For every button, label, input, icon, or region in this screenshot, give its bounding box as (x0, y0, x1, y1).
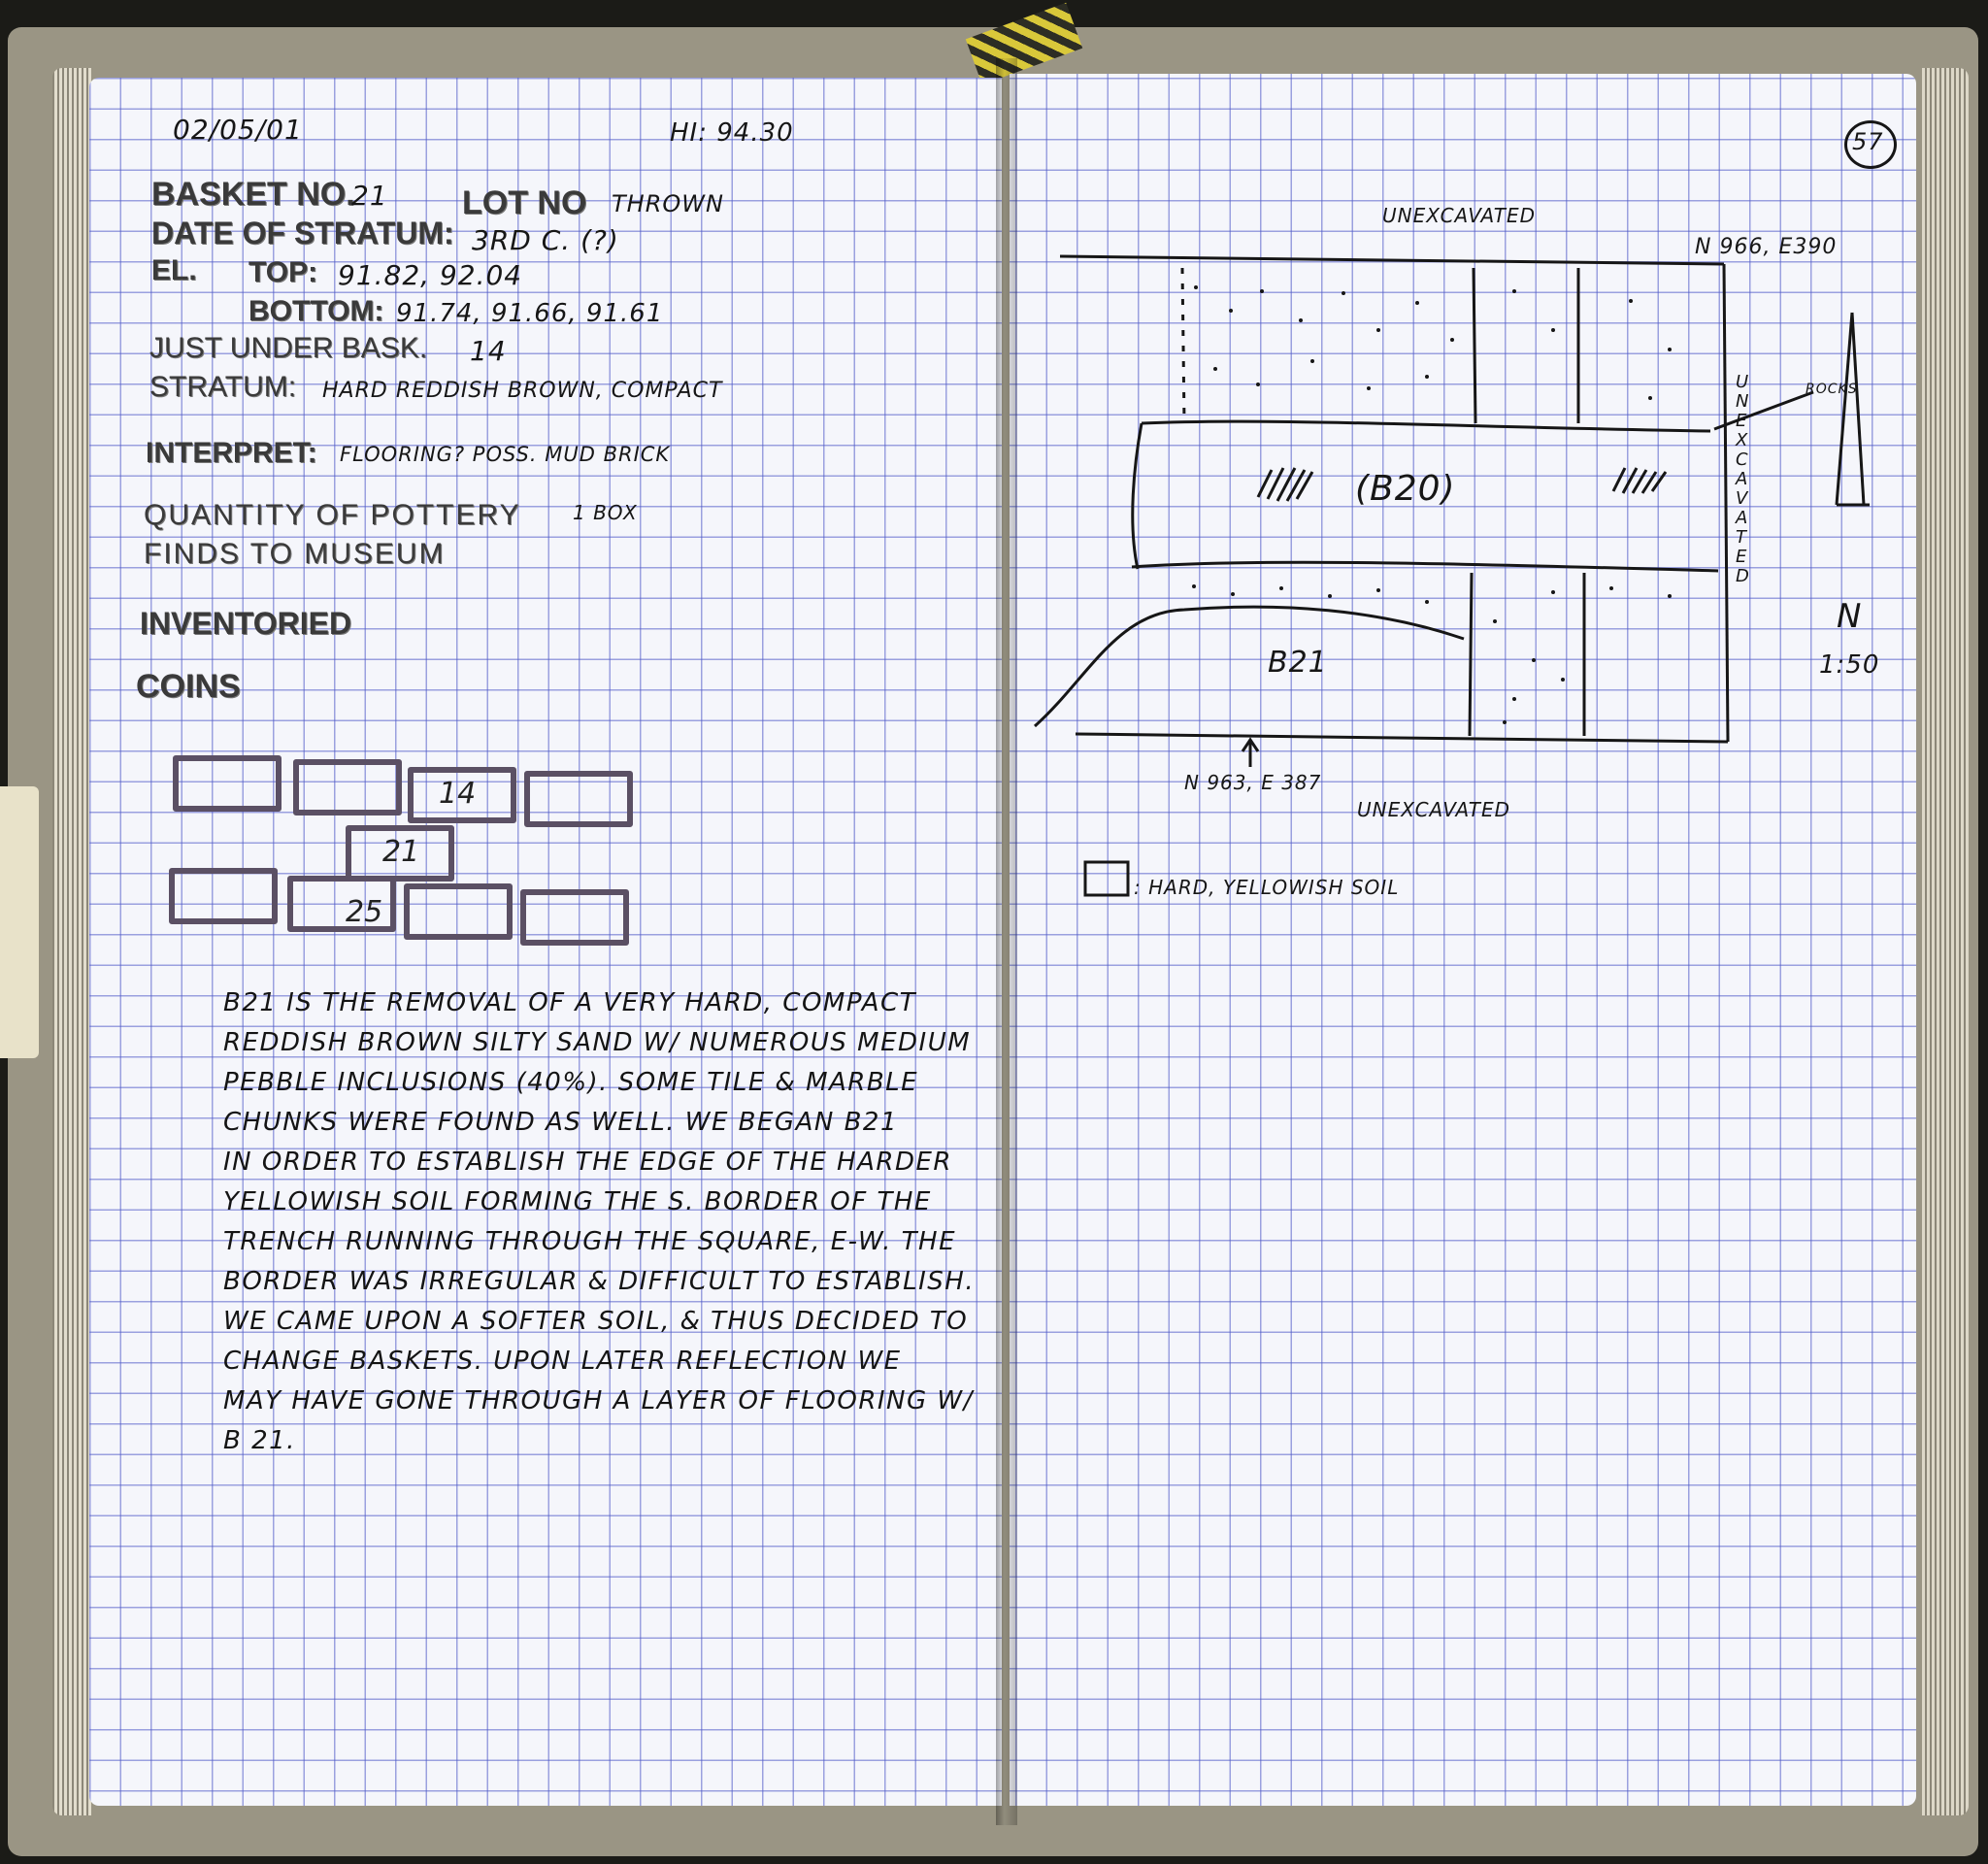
interpret-label: INTERPRET: (146, 437, 317, 469)
just-under-label: JUST UNDER BASK. (149, 332, 428, 364)
side-letter: A (1736, 469, 1749, 489)
side-letter: D (1736, 566, 1750, 586)
quantity-value: 1 BOX (573, 501, 638, 524)
notes-line: MAY HAVE GONE THROUGH A LAYER OF FLOORING W/ (223, 1386, 974, 1415)
coins-label: COINS (136, 668, 241, 705)
unexcavated-top-label: UNEXCAVATED (1382, 204, 1537, 227)
stamp-box-number: 21 (382, 835, 420, 869)
b21-edge (1035, 607, 1464, 726)
finds-label: FINDS TO MUSEUM (144, 538, 446, 570)
notes-line: REDDISH BROWN SILTY SAND W/ NUMEROUS MEDIUM (223, 1028, 972, 1057)
b21-label: B21 (1268, 646, 1328, 680)
unexcavated-bottom-label: UNEXCAVATED (1357, 798, 1511, 821)
top-value: 91.82, 92.04 (338, 259, 523, 291)
legend-text: : HARD, YELLOWISH SOIL (1134, 876, 1400, 899)
basket-value: 21 (351, 180, 388, 212)
entry-date: 02/05/01 (173, 114, 303, 146)
sketch-bottom-edge (1076, 734, 1728, 742)
just-under-value: 14 (470, 335, 507, 367)
notes-line: PEBBLE INCLUSIONS (40%). SOME TILE & MARBLE (223, 1068, 919, 1097)
side-letter: C (1736, 449, 1749, 470)
north-label: N (1837, 597, 1863, 636)
bottom-label: BOTTOM: (248, 295, 384, 327)
notes-line: BORDER WAS IRREGULAR & DIFFICULT TO ESTABLISH. (223, 1267, 976, 1296)
stamp-box-number: 25 (346, 895, 383, 929)
notes-line: B21 IS THE REMOVAL OF A VERY HARD, COMPACT (223, 988, 917, 1017)
b20-bottom-edge (1132, 562, 1718, 571)
notes-line: YELLOWISH SOIL FORMING THE S. BORDER OF THE (223, 1187, 932, 1216)
date-of-stratum-value: 3RD C. (?) (472, 224, 619, 256)
elevation-label: EL. (151, 254, 197, 286)
scale-label: 1:50 (1819, 650, 1880, 680)
notes-line: B 21. (223, 1426, 296, 1455)
side-letter: T (1736, 527, 1747, 548)
notes-line: IN ORDER TO ESTABLISH THE EDGE OF THE HARDER (223, 1148, 952, 1177)
side-letter: E (1736, 411, 1748, 431)
height-instrument: HI: 94.30 (670, 118, 794, 148)
coordinate-sw: N 963, E 387 (1184, 771, 1322, 794)
lot-label: LOT NO (462, 184, 587, 221)
top-label: TOP: (248, 256, 318, 288)
side-letter: U (1736, 372, 1750, 392)
page-number: 57 (1852, 128, 1884, 155)
sketch-top-edge (1060, 256, 1724, 264)
unexcavated-side-label (1736, 373, 1759, 586)
basket-label: BASKET NO. (151, 176, 355, 213)
notes-line: WE CAME UPON A SOFTER SOIL, & THUS DECIDED TO (223, 1307, 969, 1336)
date-of-stratum-label: DATE OF STRATUM: (151, 216, 454, 250)
b20-label: (B20) (1355, 469, 1456, 509)
stratum-label: STRATUM: (149, 371, 297, 403)
bottom-value: 91.74, 91.66, 91.61 (396, 299, 664, 328)
stamp-box-number: 14 (439, 777, 477, 811)
coordinate-ne: N 966, E390 (1695, 235, 1838, 259)
inventoried-label: INVENTORIED (140, 606, 352, 641)
side-letter: V (1736, 488, 1749, 509)
rocks-label: ROCKS (1806, 382, 1858, 397)
notes-line: CHANGE BASKETS. UPON LATER REFLECTION WE (223, 1347, 902, 1376)
b20-left-edge (1133, 423, 1142, 569)
notes-line: CHUNKS WERE FOUND AS WELL. WE BEGAN B21 (223, 1108, 899, 1137)
quantity-label: QUANTITY OF POTTERY (144, 499, 521, 531)
interpret-value: FLOORING? POSS. MUD BRICK (340, 443, 671, 466)
side-letter: X (1736, 430, 1749, 450)
side-letter: N (1736, 391, 1750, 412)
side-letter: A (1736, 508, 1749, 528)
stratum-value: HARD REDDISH BROWN, COMPACT (322, 379, 723, 403)
notes-line: TRENCH RUNNING THROUGH THE SQUARE, E-W. THE (223, 1227, 957, 1256)
b20-top-edge (1142, 421, 1710, 431)
lot-value: THROWN (612, 190, 724, 217)
sketch-right-edge (1724, 264, 1728, 742)
side-letter: E (1736, 547, 1748, 567)
